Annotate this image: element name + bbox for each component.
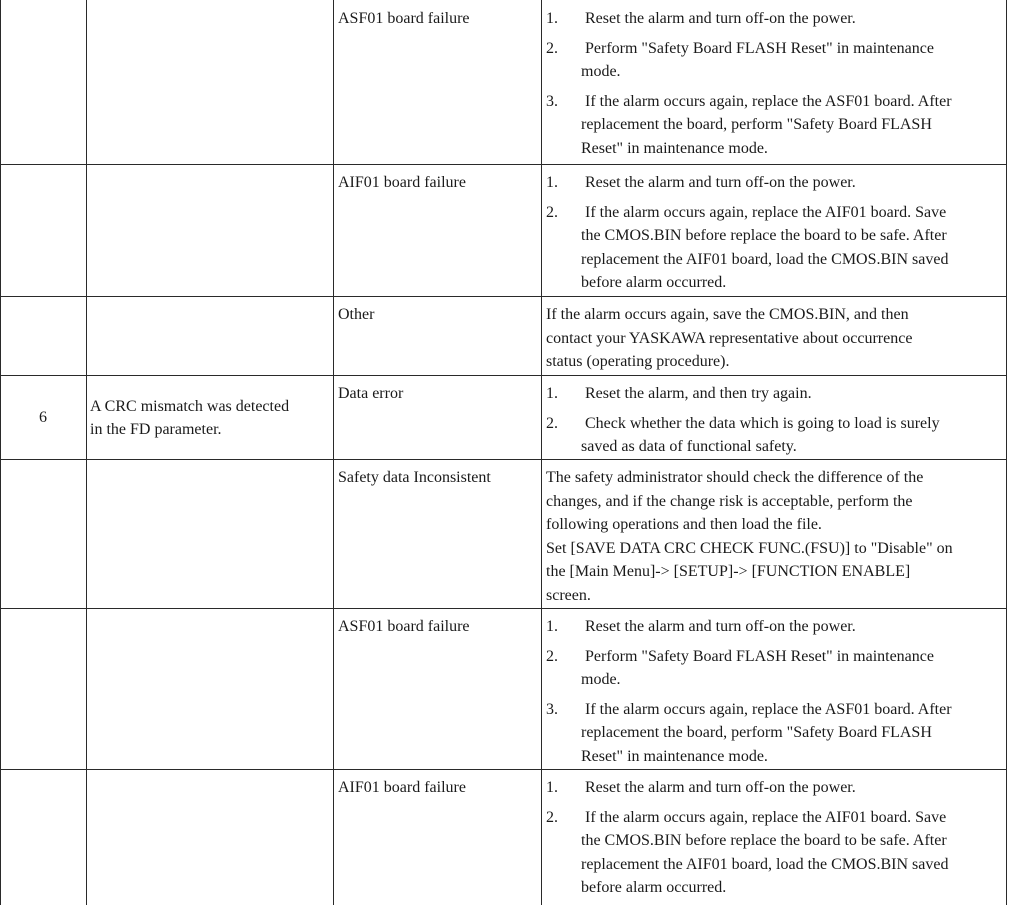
step-text: Reset the alarm and turn off-on the power. <box>585 618 856 635</box>
step-text: Check whether the data which is going to load is surely <box>585 414 940 432</box>
step-text: Reset the alarm and turn off-on the power. <box>585 174 856 191</box>
step-text: Reset" in maintenance mode. <box>581 139 768 157</box>
step-number: 1. <box>546 779 558 796</box>
step-text: mode. <box>581 671 621 688</box>
step-text: Reset the alarm and turn off-on the power. <box>585 10 856 27</box>
step-text: replacement the AIF01 board, load the CMOS.BIN saved <box>581 855 949 873</box>
step-text: If the alarm occurs again, replace the AIF01 board. Save <box>585 203 947 221</box>
remedy-text: contact your YASKAWA representative about occurrence <box>546 329 913 347</box>
row-rule-6 <box>0 769 1007 770</box>
remedy-text: Set [SAVE DATA CRC CHECK FUNC.(FSU)] to "Disable" on <box>546 539 953 557</box>
remedy-text: screen. <box>546 586 591 604</box>
step-text: replacement the board, perform "Safety Board FLASH <box>581 724 932 741</box>
step-text: before alarm occurred. <box>581 274 727 291</box>
step-number: 2. <box>546 647 558 665</box>
cause-cell: AIF01 board failure <box>338 174 466 191</box>
step-number: 1. <box>546 10 558 27</box>
step-text: If the alarm occurs again, replace the ASF01 board. After <box>585 92 952 110</box>
alarm-number: 6 <box>39 409 47 427</box>
remedy-text: the [Main Menu]-> [SETUP]-> [FUNCTION ENABLE] <box>546 563 911 580</box>
step-text: If the alarm occurs again, replace the AIF01 board. Save <box>585 808 947 826</box>
step-text: before alarm occurred. <box>581 879 727 896</box>
step-text: saved as data of functional safety. <box>581 438 797 455</box>
cause-cell: AIF01 board failure <box>338 779 466 796</box>
step-text: the CMOS.BIN before replace the board to be safe. After <box>581 832 947 849</box>
cause-cell: ASF01 board failure <box>338 10 470 27</box>
step-number: 1. <box>546 618 558 635</box>
row-rule-2 <box>0 296 1007 297</box>
step-number: 2. <box>546 39 558 57</box>
step-text: replacement the board, perform "Safety Board FLASH <box>581 116 932 133</box>
remedy-text: following operations and then load the file. <box>546 516 822 533</box>
step-text: mode. <box>581 63 621 80</box>
row-rule-5 <box>0 608 1007 609</box>
row-rule-3 <box>0 375 1007 376</box>
remedy-text: changes, and if the change risk is acceptable, perform the <box>546 492 913 510</box>
remedy-text: The safety administrator should check the difference of the <box>546 469 924 486</box>
cause-cell: Other <box>338 306 375 323</box>
step-text: Perform "Safety Board FLASH Reset" in maintenance <box>585 39 934 57</box>
step-number: 2. <box>546 808 558 826</box>
step-text: Reset" in maintenance mode. <box>581 747 768 765</box>
step-text: replacement the AIF01 board, load the CMOS.BIN saved <box>581 250 949 268</box>
step-number: 1. <box>546 174 558 191</box>
step-number: 1. <box>546 385 558 402</box>
step-number: 3. <box>546 92 558 110</box>
step-text: Perform "Safety Board FLASH Reset" in maintenance <box>585 647 934 665</box>
step-number: 3. <box>546 700 558 718</box>
row-rule-1 <box>0 164 1007 165</box>
step-text: the CMOS.BIN before replace the board to be safe. After <box>581 227 947 244</box>
step-text: Reset the alarm and turn off-on the power. <box>585 779 856 796</box>
remedy-text: status (operating procedure). <box>546 353 730 370</box>
step-number: 2. <box>546 414 558 432</box>
cause-cell: ASF01 board failure <box>338 618 470 635</box>
description-line: in the FD parameter. <box>90 421 222 438</box>
step-number: 2. <box>546 203 558 221</box>
step-text: Reset the alarm, and then try again. <box>585 385 812 402</box>
description-line: A CRC mismatch was detected <box>90 397 290 415</box>
step-text: If the alarm occurs again, replace the ASF01 board. After <box>585 700 952 718</box>
cause-cell: Safety data Inconsistent <box>338 469 491 486</box>
cause-cell: Data error <box>338 385 404 402</box>
remedy-text: If the alarm occurs again, save the CMOS.BIN, and then <box>546 306 909 323</box>
row-rule-4 <box>0 459 1007 460</box>
